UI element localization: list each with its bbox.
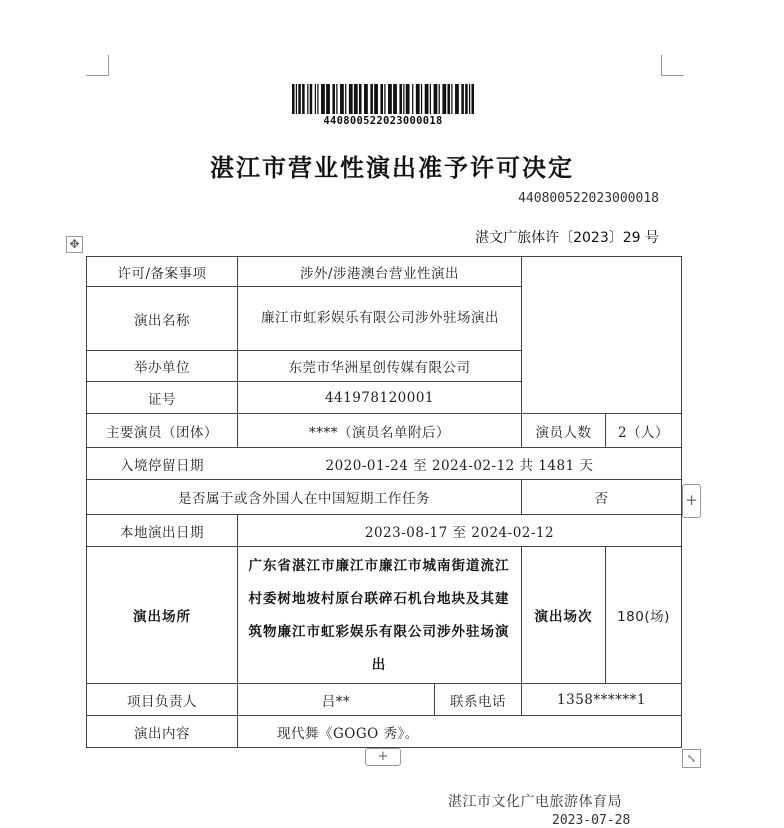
- barcode-bar: [380, 84, 383, 114]
- content-label: 演出内容: [134, 725, 190, 742]
- show-name-label: 演出名称: [134, 312, 190, 329]
- foreign-work-label: 是否属于或含外国人在中国短期工作任务: [178, 491, 430, 507]
- barcode-bar: [292, 84, 295, 114]
- barcode-bar: [298, 84, 301, 114]
- barcode-bar: [384, 84, 385, 114]
- phone-value: 1358******1: [557, 691, 646, 708]
- permit-item-label: 许可/备案事项: [117, 265, 207, 282]
- barcode-bar: [442, 84, 446, 114]
- venue-value: 广东省湛江市廉江市廉江市城南街道流江村委树地坡村原台联碎石机台地块及其建筑物廉江市虹彩娱乐有限公司涉外驻场演出: [248, 558, 510, 673]
- stay-dates-label: 入境停留日期: [120, 457, 204, 474]
- barcode-bar: [406, 84, 410, 114]
- barcode-bar: [317, 84, 318, 114]
- license-number: 湛文广旅体许〔2023〕29 号: [475, 230, 659, 246]
- performer-count-value: 2（人）: [617, 424, 670, 441]
- phone-label: 联系电话: [450, 693, 506, 710]
- barcode-bar: [310, 84, 313, 114]
- stay-dates-value: 2020-01-24 至 2024-02-12 共 1481 天: [325, 457, 594, 474]
- barcode-bar: [451, 84, 452, 114]
- barcode-bar: [461, 84, 464, 114]
- main-performer-label: 主要演员（团体）: [106, 424, 218, 441]
- barcode-bar: [332, 84, 335, 114]
- main-performer-value: ****（演员名单附后）: [309, 424, 450, 441]
- barcode-bar: [374, 84, 378, 114]
- barcode-bar: [465, 84, 468, 114]
- crop-mark-top-left: [86, 55, 109, 76]
- foreign-work-value: 否: [594, 491, 609, 507]
- barcode-bar: [364, 84, 368, 114]
- sessions-value: 180(场): [617, 609, 670, 625]
- manager-label: 项目负责人: [127, 693, 197, 710]
- barcode-bar: [421, 84, 422, 114]
- barcode-bar: [315, 84, 316, 114]
- barcode: [292, 84, 474, 114]
- barcode-bar: [439, 84, 440, 114]
- barcode-bar: [370, 84, 373, 114]
- barcode-bar: [430, 84, 431, 114]
- barcode-bar: [340, 84, 344, 114]
- content-value: 现代舞《GOGO 秀》。: [277, 725, 419, 742]
- local-dates-value: 2023-08-17 至 2024-02-12: [364, 524, 555, 541]
- crop-mark-top-right: [661, 55, 684, 76]
- table-move-icon[interactable]: ✥: [66, 236, 83, 253]
- cert-value: 441978120001: [324, 389, 435, 406]
- permit-item-value: 涉外/涉港澳台营业性演出: [299, 265, 460, 282]
- cert-label: 证号: [148, 391, 176, 408]
- local-dates-label: 本地演出日期: [120, 524, 204, 541]
- barcode-bar: [434, 84, 438, 114]
- organizer-value: 东莞市华洲星创传媒有限公司: [288, 360, 471, 376]
- barcode-bar: [399, 84, 402, 114]
- organizer-label: 举办单位: [134, 360, 190, 376]
- add-column-button[interactable]: +: [682, 484, 701, 518]
- document-title: 湛江市营业性演出准予许可决定: [210, 153, 574, 182]
- barcode-bar: [336, 84, 337, 114]
- barcode-bar: [302, 84, 305, 114]
- barcode-bar: [393, 84, 397, 114]
- venue-label: 演出场所: [133, 609, 191, 625]
- manager-value: 吕**: [321, 693, 351, 710]
- barcode-bar: [296, 84, 297, 114]
- barcode-bar: [416, 84, 420, 114]
- barcode-bar: [349, 84, 353, 114]
- barcode-bar: [321, 84, 325, 114]
- barcode-bar: [354, 84, 358, 114]
- issuing-authority: 湛江市文化广电旅游体育局: [448, 794, 622, 810]
- barcode-bar: [345, 84, 346, 114]
- table-resize-icon[interactable]: ⤡: [682, 749, 701, 768]
- add-row-button[interactable]: +: [365, 748, 401, 766]
- sessions-label: 演出场次: [534, 609, 593, 625]
- show-name-value: 廉江市虹彩娱乐有限公司涉外驻场演出: [261, 310, 499, 326]
- barcode-bar: [359, 84, 362, 114]
- barcode-bar: [455, 84, 459, 114]
- barcode-bar: [307, 84, 308, 114]
- barcode-number: 440800522023000018: [323, 115, 443, 127]
- barcode-bar: [425, 84, 429, 114]
- performer-count-label: 演员人数: [535, 424, 592, 441]
- barcode-bar: [447, 84, 450, 114]
- barcode-bar: [469, 84, 470, 114]
- issue-date: 2023-07-28: [552, 813, 631, 828]
- barcode-bar: [326, 84, 330, 114]
- barcode-bar: [412, 84, 413, 114]
- document-number: 440800522023000018: [518, 191, 659, 206]
- barcode-bar: [403, 84, 404, 114]
- barcode-bar: [471, 84, 474, 114]
- barcode-bar: [388, 84, 392, 114]
